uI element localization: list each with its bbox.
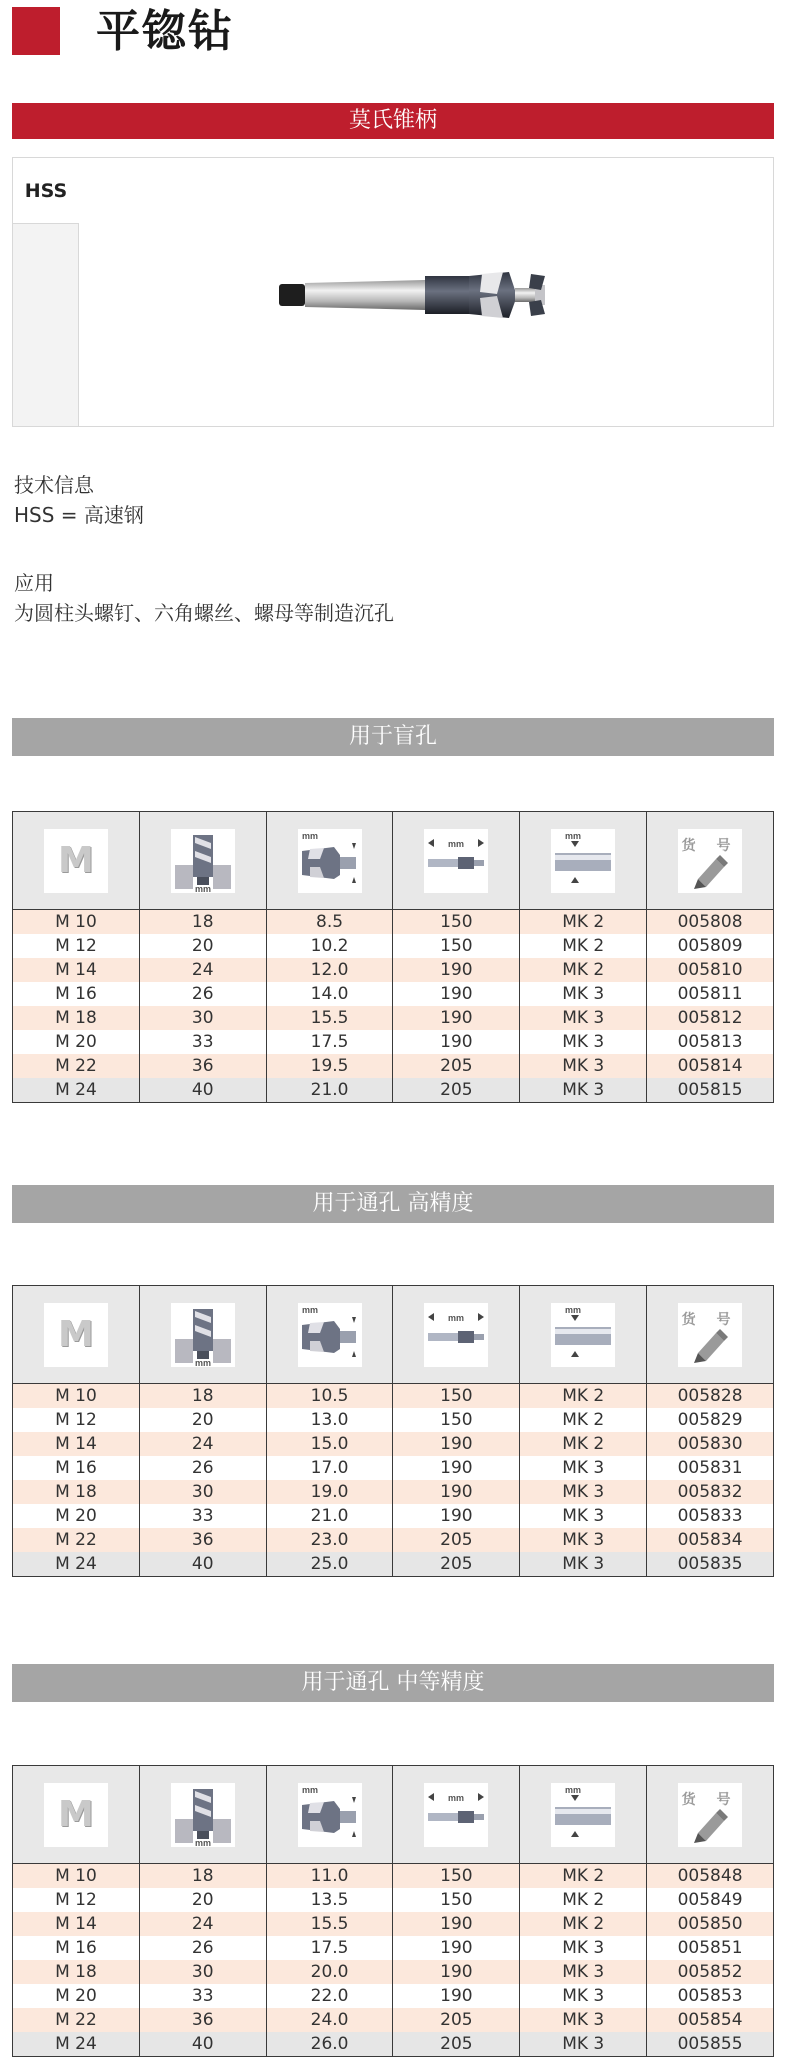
- table-cell: 150: [393, 1384, 520, 1409]
- table-cell: 205: [393, 1552, 520, 1577]
- counterbore-tool-image: [277, 270, 567, 320]
- table-cell: M 14: [13, 1912, 140, 1936]
- table-cell: M 10: [13, 910, 140, 935]
- table-cell: MK 3: [520, 1984, 647, 2008]
- table-cell: M 14: [13, 958, 140, 982]
- table-cell: MK 2: [520, 1384, 647, 1409]
- section-bar-through-hole-medium: 用于通孔 中等精度: [12, 1664, 774, 1702]
- column-header: [520, 812, 647, 910]
- table-cell: 190: [393, 1480, 520, 1504]
- spec-table-blind-hole: [12, 811, 774, 1103]
- table-cell: 13.0: [266, 1408, 393, 1432]
- table-row: [13, 1984, 774, 2008]
- table-cell: 190: [393, 1912, 520, 1936]
- table-cell: M 18: [13, 1006, 140, 1030]
- table-row: [13, 1504, 774, 1528]
- pilot-diameter-icon: [298, 829, 362, 893]
- application-text: 为圆柱头螺钉、六角螺丝、螺母等制造沉孔: [14, 601, 394, 625]
- table-cell: MK 3: [520, 1552, 647, 1577]
- table-row: [13, 958, 774, 982]
- table-row: [13, 1528, 774, 1552]
- table-cell: 36: [139, 1528, 266, 1552]
- application-heading: 应用: [14, 571, 54, 595]
- table-cell: 40: [139, 1078, 266, 1103]
- table-row: [13, 1384, 774, 1409]
- table-cell: 005850: [647, 1912, 774, 1936]
- spec-table-through-hole-medium: [12, 1765, 774, 2057]
- column-header: [13, 1766, 140, 1864]
- column-header: [13, 1286, 140, 1384]
- table-cell: M 12: [13, 1408, 140, 1432]
- column-header: [139, 1286, 266, 1384]
- tech-info-heading: 技术信息: [14, 473, 94, 497]
- table-cell: M 20: [13, 1984, 140, 2008]
- table-cell: M 16: [13, 1456, 140, 1480]
- table-cell: 24: [139, 958, 266, 982]
- material-badge: HSS: [13, 158, 79, 224]
- category-bar: 莫氏锥柄: [12, 103, 774, 139]
- table-cell: 005812: [647, 1006, 774, 1030]
- table-cell: 18: [139, 1384, 266, 1409]
- table-cell: 190: [393, 1504, 520, 1528]
- table-cell: MK 2: [520, 1864, 647, 1889]
- header-row: [13, 1766, 774, 1864]
- svg-text:mm: mm: [301, 1304, 318, 1315]
- table-cell: 150: [393, 934, 520, 958]
- table-cell: MK 3: [520, 1006, 647, 1030]
- table-cell: 30: [139, 1960, 266, 1984]
- table-cell: 33: [139, 1504, 266, 1528]
- table-cell: 190: [393, 1030, 520, 1054]
- table-cell: 25.0: [266, 1552, 393, 1577]
- product-image-box: [12, 157, 774, 427]
- m-size-icon: [44, 829, 108, 893]
- table-cell: M 10: [13, 1384, 140, 1409]
- table-row: [13, 1864, 774, 1889]
- table-cell: 005811: [647, 982, 774, 1006]
- column-header: [520, 1766, 647, 1864]
- table-cell: 005809: [647, 934, 774, 958]
- table-row: [13, 1912, 774, 1936]
- table-cell: M 12: [13, 1888, 140, 1912]
- table-cell: 20.0: [266, 1960, 393, 1984]
- table-cell: M 24: [13, 1078, 140, 1103]
- table-cell: MK 2: [520, 934, 647, 958]
- table-cell: 150: [393, 910, 520, 935]
- column-header: [393, 812, 520, 910]
- m-letter: M: [57, 1794, 94, 1835]
- table-cell: 26.0: [266, 2032, 393, 2057]
- table-row: [13, 1456, 774, 1480]
- table-row: [13, 1888, 774, 1912]
- table-cell: 18: [139, 910, 266, 935]
- table-cell: 30: [139, 1480, 266, 1504]
- table-cell: 190: [393, 1936, 520, 1960]
- table-cell: 005815: [647, 1078, 774, 1103]
- table-row: [13, 1480, 774, 1504]
- table-cell: 20: [139, 934, 266, 958]
- table-cell: M 14: [13, 1432, 140, 1456]
- table-cell: 005814: [647, 1054, 774, 1078]
- morse-taper-icon: [551, 829, 615, 893]
- table-cell: 15.5: [266, 1006, 393, 1030]
- table-cell: 205: [393, 2008, 520, 2032]
- table-cell: MK 2: [520, 1888, 647, 1912]
- table-cell: 005810: [647, 958, 774, 982]
- svg-text:mm: mm: [301, 1784, 318, 1795]
- table-cell: 005852: [647, 1960, 774, 1984]
- svg-text:mm: mm: [194, 883, 211, 893]
- table-cell: M 24: [13, 1552, 140, 1577]
- table-cell: MK 3: [520, 1936, 647, 1960]
- table-cell: 190: [393, 1006, 520, 1030]
- table-cell: M 18: [13, 1960, 140, 1984]
- total-length-icon: [424, 1303, 488, 1367]
- table-cell: 13.5: [266, 1888, 393, 1912]
- table-cell: 005853: [647, 1984, 774, 2008]
- table-cell: 26: [139, 1936, 266, 1960]
- column-header: [393, 1286, 520, 1384]
- table-cell: MK 3: [520, 1480, 647, 1504]
- table-cell: 36: [139, 2008, 266, 2032]
- morse-taper-icon: [551, 1783, 615, 1847]
- table-cell: M 22: [13, 1528, 140, 1552]
- table-cell: 005854: [647, 2008, 774, 2032]
- application-block: [14, 568, 394, 628]
- header-row: [13, 1286, 774, 1384]
- column-header: [266, 1286, 393, 1384]
- table-row: [13, 1030, 774, 1054]
- table-cell: 005834: [647, 1528, 774, 1552]
- table-row: [13, 1054, 774, 1078]
- table-cell: MK 3: [520, 1504, 647, 1528]
- column-header: [139, 1766, 266, 1864]
- table-cell: MK 2: [520, 1408, 647, 1432]
- table-cell: 24: [139, 1912, 266, 1936]
- table-row: [13, 934, 774, 958]
- table-cell: 205: [393, 1078, 520, 1103]
- table-cell: MK 2: [520, 1432, 647, 1456]
- table-cell: M 18: [13, 1480, 140, 1504]
- spec-table-through-hole-high: [12, 1285, 774, 1577]
- table-cell: 190: [393, 1960, 520, 1984]
- counterbore-diameter-icon: [171, 1783, 235, 1847]
- table-cell: 150: [393, 1408, 520, 1432]
- table-cell: M 16: [13, 1936, 140, 1960]
- table-cell: MK 3: [520, 1960, 647, 1984]
- table-cell: 005830: [647, 1432, 774, 1456]
- tech-info-text: HSS = 高速钢: [14, 503, 144, 527]
- table-cell: 10.5: [266, 1384, 393, 1409]
- table-cell: 15.0: [266, 1432, 393, 1456]
- column-header: [647, 1286, 774, 1384]
- m-letter: M: [57, 1314, 94, 1355]
- article-number-icon: [678, 1783, 742, 1847]
- morse-taper-icon: [551, 1303, 615, 1367]
- svg-text:mm: mm: [448, 838, 465, 849]
- table-row: [13, 1078, 774, 1103]
- table-cell: 23.0: [266, 1528, 393, 1552]
- table-cell: 20: [139, 1408, 266, 1432]
- svg-text:mm: mm: [565, 1304, 582, 1315]
- table-cell: 21.0: [266, 1504, 393, 1528]
- table-cell: MK 2: [520, 910, 647, 935]
- table-cell: 12.0: [266, 958, 393, 982]
- total-length-icon: [424, 829, 488, 893]
- tech-info-block: [14, 470, 144, 530]
- table-row: [13, 1408, 774, 1432]
- article-number-label: 货 号: [681, 1311, 739, 1328]
- table-cell: 005828: [647, 1384, 774, 1409]
- table-cell: 33: [139, 1984, 266, 2008]
- table-cell: 005849: [647, 1888, 774, 1912]
- product-sidebar: [13, 158, 79, 426]
- svg-text:mm: mm: [194, 1357, 211, 1367]
- table-cell: 26: [139, 982, 266, 1006]
- article-number-label: 货 号: [681, 1791, 739, 1808]
- table-cell: 205: [393, 1528, 520, 1552]
- table-cell: 21.0: [266, 1078, 393, 1103]
- table-cell: 17.0: [266, 1456, 393, 1480]
- table-cell: M 20: [13, 1504, 140, 1528]
- table-cell: 17.5: [266, 1030, 393, 1054]
- table-cell: 150: [393, 1864, 520, 1889]
- table-row: [13, 1432, 774, 1456]
- m-size-icon: [44, 1303, 108, 1367]
- column-header: [13, 812, 140, 910]
- title-accent-square: [12, 7, 60, 55]
- table-cell: 15.5: [266, 1912, 393, 1936]
- svg-text:mm: mm: [301, 830, 318, 841]
- counterbore-diameter-icon: [171, 1303, 235, 1367]
- section-bar-blind-hole: 用于盲孔: [12, 718, 774, 756]
- pilot-diameter-icon: [298, 1783, 362, 1847]
- table-cell: 19.5: [266, 1054, 393, 1078]
- page-title: 平锪钻: [96, 6, 234, 57]
- svg-text:mm: mm: [565, 1784, 582, 1795]
- table-cell: 005832: [647, 1480, 774, 1504]
- table-cell: 20: [139, 1888, 266, 1912]
- table-cell: M 12: [13, 934, 140, 958]
- table-cell: 005848: [647, 1864, 774, 1889]
- table-cell: 14.0: [266, 982, 393, 1006]
- table-cell: 40: [139, 1552, 266, 1577]
- column-header: [266, 1766, 393, 1864]
- m-letter: M: [57, 840, 94, 881]
- table-cell: 19.0: [266, 1480, 393, 1504]
- table-row: [13, 1552, 774, 1577]
- article-number-icon: [678, 1303, 742, 1367]
- table-cell: 205: [393, 1054, 520, 1078]
- table-cell: M 20: [13, 1030, 140, 1054]
- table-cell: 190: [393, 1432, 520, 1456]
- table-cell: MK 2: [520, 958, 647, 982]
- table-cell: MK 3: [520, 2008, 647, 2032]
- table-cell: 30: [139, 1006, 266, 1030]
- table-cell: M 24: [13, 2032, 140, 2057]
- table-cell: MK 3: [520, 1456, 647, 1480]
- counterbore-diameter-icon: [171, 829, 235, 893]
- table-cell: 40: [139, 2032, 266, 2057]
- table-cell: MK 3: [520, 1054, 647, 1078]
- table-cell: M 16: [13, 982, 140, 1006]
- column-header: [647, 1766, 774, 1864]
- table-cell: 150: [393, 1888, 520, 1912]
- table-row: [13, 910, 774, 935]
- table-cell: 8.5: [266, 910, 393, 935]
- table-cell: 26: [139, 1456, 266, 1480]
- table-cell: 005813: [647, 1030, 774, 1054]
- table-cell: M 22: [13, 2008, 140, 2032]
- table-cell: MK 3: [520, 1030, 647, 1054]
- article-number-icon: [678, 829, 742, 893]
- table-cell: 005855: [647, 2032, 774, 2057]
- table-cell: 190: [393, 958, 520, 982]
- table-cell: 36: [139, 1054, 266, 1078]
- svg-text:mm: mm: [194, 1837, 211, 1847]
- pilot-diameter-icon: [298, 1303, 362, 1367]
- table-cell: 11.0: [266, 1864, 393, 1889]
- table-cell: 10.2: [266, 934, 393, 958]
- table-row: [13, 2032, 774, 2057]
- column-header: [139, 812, 266, 910]
- table-cell: 190: [393, 982, 520, 1006]
- table-cell: 005808: [647, 910, 774, 935]
- table-cell: 18: [139, 1864, 266, 1889]
- table-row: [13, 982, 774, 1006]
- svg-text:mm: mm: [565, 830, 582, 841]
- svg-text:mm: mm: [448, 1792, 465, 1803]
- table-cell: 190: [393, 1984, 520, 2008]
- svg-text:mm: mm: [448, 1312, 465, 1323]
- table-cell: 005831: [647, 1456, 774, 1480]
- table-cell: 17.5: [266, 1936, 393, 1960]
- table-cell: 005835: [647, 1552, 774, 1577]
- table-row: [13, 1006, 774, 1030]
- table-cell: 005833: [647, 1504, 774, 1528]
- table-cell: MK 3: [520, 2032, 647, 2057]
- section-bar-through-hole-high: 用于通孔 高精度: [12, 1185, 774, 1223]
- table-cell: 24: [139, 1432, 266, 1456]
- table-cell: 005851: [647, 1936, 774, 1960]
- column-header: [393, 1766, 520, 1864]
- table-row: [13, 1936, 774, 1960]
- table-row: [13, 1960, 774, 1984]
- table-cell: M 10: [13, 1864, 140, 1889]
- table-cell: MK 3: [520, 1078, 647, 1103]
- header-row: [13, 812, 774, 910]
- total-length-icon: [424, 1783, 488, 1847]
- table-cell: MK 3: [520, 1528, 647, 1552]
- table-row: [13, 2008, 774, 2032]
- column-header: [266, 812, 393, 910]
- table-cell: 33: [139, 1030, 266, 1054]
- table-cell: 005829: [647, 1408, 774, 1432]
- table-cell: MK 3: [520, 982, 647, 1006]
- table-cell: MK 2: [520, 1912, 647, 1936]
- article-number-label: 货 号: [681, 837, 739, 854]
- m-size-icon: [44, 1783, 108, 1847]
- table-cell: 22.0: [266, 1984, 393, 2008]
- table-cell: M 22: [13, 1054, 140, 1078]
- column-header: [520, 1286, 647, 1384]
- table-cell: 24.0: [266, 2008, 393, 2032]
- column-header: [647, 812, 774, 910]
- table-cell: 190: [393, 1456, 520, 1480]
- table-cell: 205: [393, 2032, 520, 2057]
